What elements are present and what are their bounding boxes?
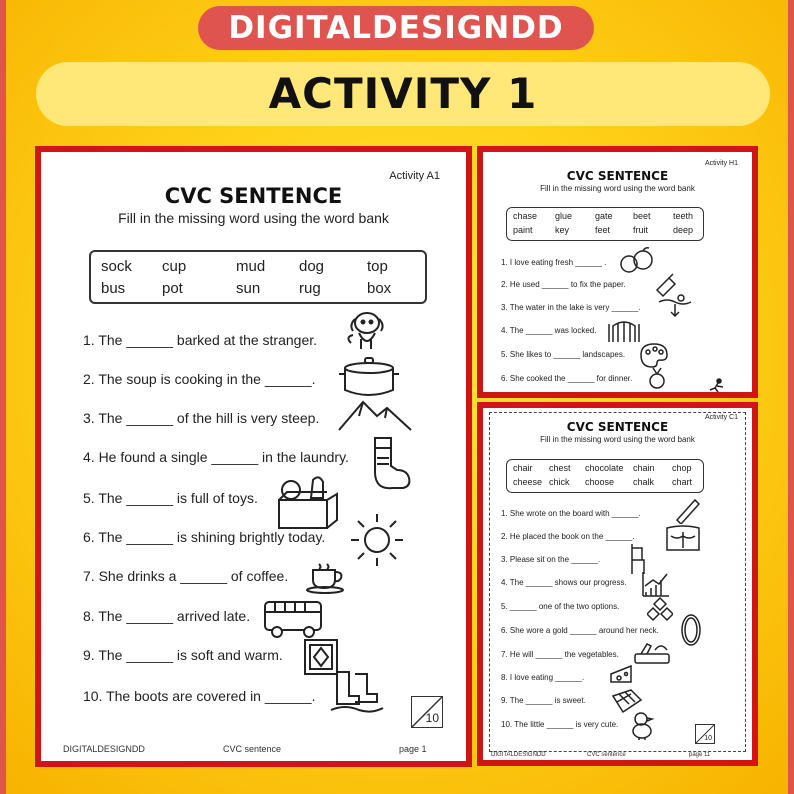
word-bank-word: teeth [673, 211, 694, 221]
word-bank-word: chain [633, 463, 655, 473]
word-bank-word: box [367, 280, 392, 297]
word-bank-word: paint [513, 225, 533, 235]
word-bank-word: chest [549, 463, 571, 473]
question: 9. The ______ is soft and warm. [83, 647, 283, 663]
question: 10. The little ______ is very cute. [501, 720, 619, 729]
word-bank-word: chop [672, 463, 692, 473]
worksheet-title: CVC SENTENCE [566, 169, 669, 183]
word-bank [89, 250, 427, 304]
question: 7. She drinks a ______ of coffee. [83, 568, 289, 584]
question: 6. The ______ is shining brightly today. [83, 529, 326, 545]
chain-necklace-icon [679, 612, 703, 648]
question: 6. She wore a gold ______ around her neck. [501, 626, 659, 635]
word-bank-word: key [555, 225, 570, 235]
fruit-icon [619, 246, 655, 276]
footer-topic: CVC sentence [587, 752, 626, 758]
bus-icon [263, 598, 325, 640]
chick-icon [629, 710, 655, 740]
word-bank-word: mud [236, 258, 266, 275]
question: 4. He found a single ______ in the laundry. [83, 449, 349, 465]
worksheet-c1 [483, 408, 752, 760]
footer-page: page 11 [689, 752, 711, 758]
question: 5. ______ one of the two options. [501, 602, 620, 611]
word-bank-word: sun [236, 280, 261, 297]
word-bank-word: choose [585, 477, 615, 487]
choose-options-icon [647, 596, 673, 622]
sun-icon [349, 512, 405, 568]
toy-box-icon [273, 474, 341, 532]
word-bank-word: chocolate [585, 463, 624, 473]
activity-label: Activity C1 [704, 414, 738, 421]
worksheet-title: CVC SENTENCE [164, 184, 343, 208]
cup-icon [305, 562, 347, 594]
question: 8. The ______ arrived late. [83, 608, 251, 624]
footer-page: page 1 [399, 744, 427, 754]
worksheet-a1 [41, 152, 466, 761]
activity-banner: ACTIVITY 1 [36, 62, 770, 126]
footer-brand: DIGITALDESIGNDD [63, 744, 145, 754]
question: 1. The ______ barked at the stranger. [83, 332, 318, 348]
score-box [411, 696, 443, 728]
question: 2. The soup is cooking in the ______. [83, 371, 316, 387]
question: 10. The boots are covered in ______. [83, 688, 316, 704]
question: 3. The ______ of the hill is very steep. [83, 410, 320, 426]
worksheet-subtitle: Fill in the missing word using the word bank [540, 435, 695, 444]
question: 3. Please sit on the ______. [501, 555, 601, 564]
paint-palette-icon [639, 342, 669, 368]
question: 4. The ______ shows our progress. [501, 578, 627, 587]
worksheet-title: CVC SENTENCE [566, 420, 669, 434]
score-total: 10 [704, 735, 712, 742]
word-bank [506, 459, 704, 493]
word-bank-word: deep [673, 225, 694, 235]
question: 7. He will ______ the vegetables. [501, 650, 619, 659]
running-figure-icon [705, 378, 729, 392]
dog-icon [341, 307, 389, 353]
word-bank [506, 207, 704, 241]
question: 6. She cooked the ______ for dinner. [501, 374, 633, 383]
word-bank-word: chart [672, 477, 693, 487]
pot-icon [335, 356, 403, 400]
worksheet-h1 [483, 152, 752, 392]
question: 4. The ______ was locked. [501, 326, 597, 335]
word-bank-word: cup [162, 258, 187, 275]
score-box [695, 724, 715, 744]
chop-vegetables-icon [633, 640, 673, 666]
deep-water-icon [657, 292, 693, 320]
footer-topic: CVC sentence [223, 744, 282, 754]
chalk-icon [673, 496, 703, 524]
question: 8. I love eating ______. [501, 673, 585, 682]
activity-label: Activity A1 [389, 170, 440, 182]
gate-icon [607, 318, 641, 344]
worksheet-subtitle: Fill in the missing word using the word bank [540, 184, 695, 193]
worksheet-subtitle: Fill in the missing word using the word bank [118, 210, 389, 226]
mud-boots-icon [329, 668, 385, 714]
question: 1. She wrote on the board with ______. [501, 509, 641, 518]
question: 2. He placed the book on the ______. [501, 532, 635, 541]
word-bank-word: beet [633, 211, 651, 221]
question: 3. The water in the lake is very ______. [501, 303, 641, 312]
activity-label: Activity H1 [704, 160, 738, 167]
score-total: 10 [425, 711, 439, 725]
word-bank-word: chalk [633, 477, 655, 487]
word-bank-word: chair [513, 463, 533, 473]
word-bank-word: bus [101, 280, 126, 297]
brand-label: DIGITALDESIGNDD [198, 6, 594, 50]
word-bank-word: fruit [633, 225, 649, 235]
question: 1. I love eating fresh ______ . [501, 258, 607, 267]
question: 5. She likes to ______ landscapes. [501, 350, 626, 359]
word-bank-word: top [367, 258, 388, 275]
question: 9. The ______ is sweet. [501, 696, 586, 705]
cheese-icon [609, 664, 635, 686]
word-bank-word: chase [513, 211, 538, 221]
word-bank-word: chick [549, 477, 570, 487]
footer-brand: DIGITALDESIGNDD [491, 752, 546, 758]
word-bank-word: gate [595, 211, 613, 221]
sock-icon [367, 436, 413, 492]
word-bank-word: glue [555, 211, 573, 221]
question: 2. He used ______ to fix the paper. [501, 280, 626, 289]
word-bank-word: feet [595, 225, 611, 235]
beet-icon [645, 366, 669, 390]
word-bank-word: rug [299, 280, 321, 297]
word-bank-word: sock [101, 258, 132, 275]
hill-icon [337, 398, 413, 432]
question: 5. The ______ is full of toys. [83, 490, 258, 506]
chest-icon [663, 524, 703, 554]
chart-icon [641, 570, 671, 598]
word-bank-word: pot [162, 280, 183, 297]
word-bank-word: cheese [513, 477, 543, 487]
word-bank-word: dog [299, 258, 325, 275]
